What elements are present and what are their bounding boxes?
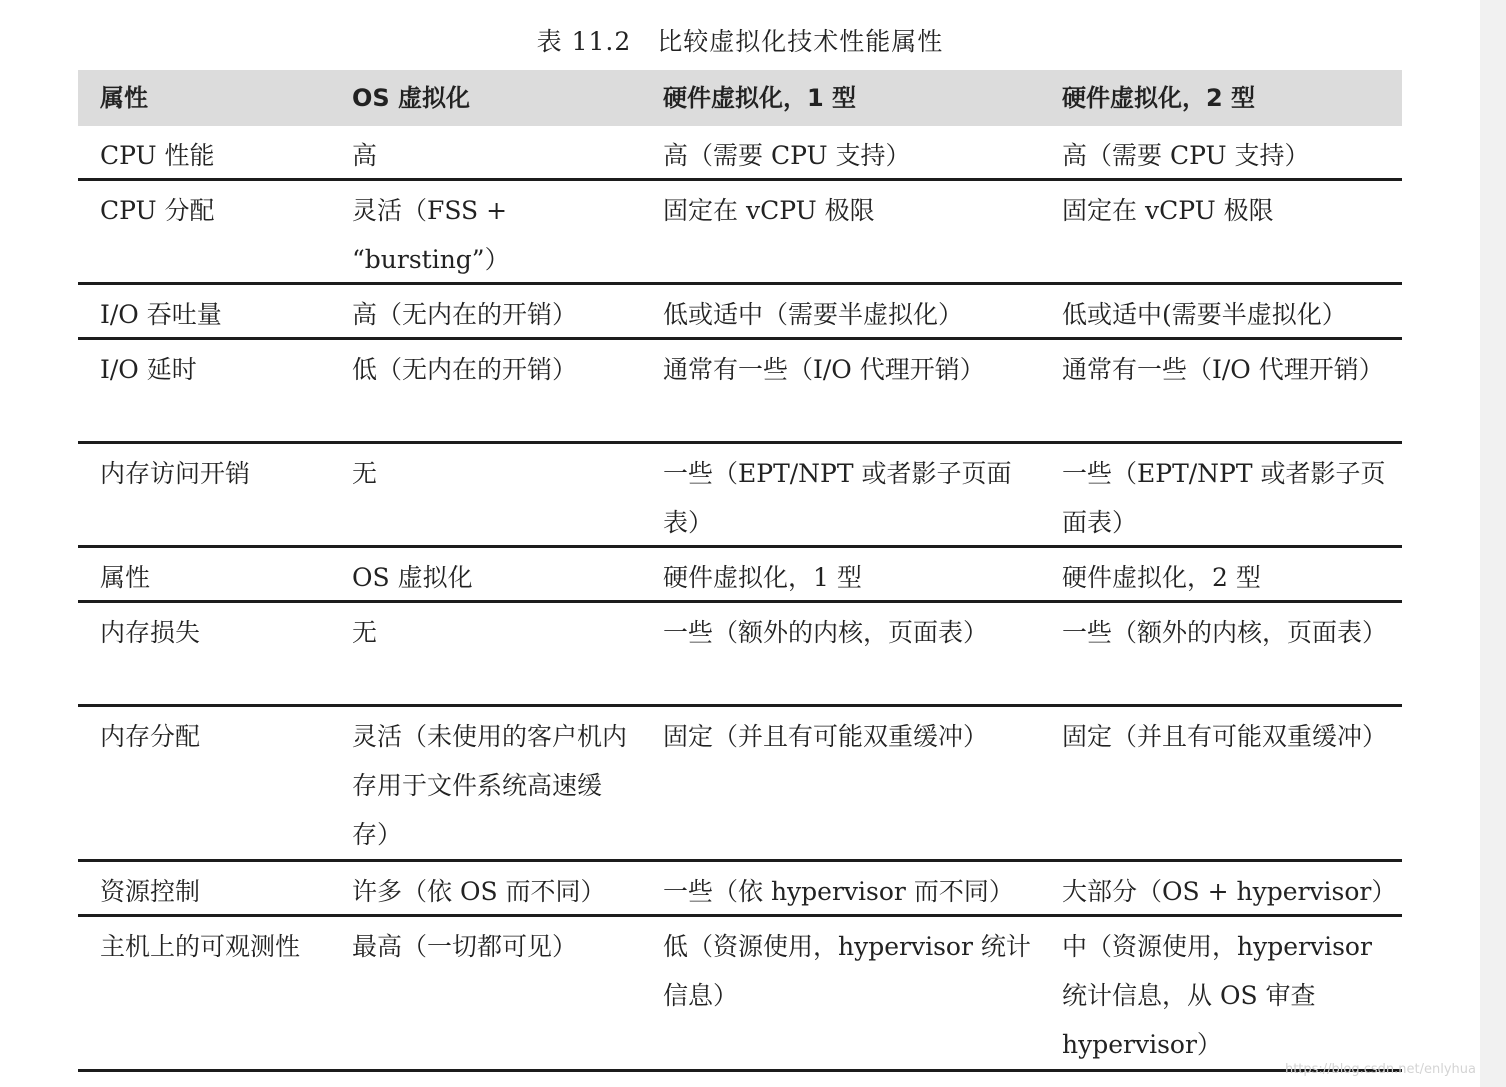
table-cell: 高（需要 CPU 支持） xyxy=(663,141,911,170)
header-cell: 属性 xyxy=(100,84,148,112)
table-cell: 无 xyxy=(352,459,378,488)
table-caption xyxy=(0,22,1480,58)
table-cell: 无 xyxy=(352,618,378,647)
table-cell: 固定（并且有可能双重缓冲） xyxy=(1062,722,1388,751)
table-cell: 许多（依 OS 而不同） xyxy=(352,877,606,906)
table-row xyxy=(78,126,1402,181)
table-row xyxy=(78,548,1402,603)
table-cell: 一些（EPT/NPT 或者影子页面表） xyxy=(1062,459,1386,537)
table-cell: CPU 性能 xyxy=(100,141,215,170)
page-right-gutter xyxy=(1480,0,1506,1087)
header-cell: 硬件虚拟化，2 型 xyxy=(1062,84,1256,112)
table-row xyxy=(78,181,1402,285)
table-cell: 最高（一切都可见） xyxy=(352,932,578,961)
table-cell: CPU 分配 xyxy=(100,196,215,225)
table-cell: 一些（额外的内核，页面表） xyxy=(663,618,989,647)
table-cell: 一些（EPT/NPT 或者影子页面表） xyxy=(663,459,1012,537)
table-cell: 中（资源使用，hypervisor 统计信息，从 OS 审查 hypervisor） xyxy=(1062,932,1372,1059)
table-cell: 属性 xyxy=(100,563,151,592)
table-cell: 一些（额外的内核，页面表） xyxy=(1062,618,1388,647)
table-cell: I/O 延时 xyxy=(100,355,197,384)
table-row xyxy=(78,917,1402,1072)
table-cell: 高（需要 CPU 支持） xyxy=(1062,141,1310,170)
table-cell: 低（资源使用，hypervisor 统计信息） xyxy=(663,932,1031,1010)
header-cell: 硬件虚拟化，1 型 xyxy=(663,84,857,112)
table-cell: 固定（并且有可能双重缓冲） xyxy=(663,722,989,751)
table-cell: 硬件虚拟化，1 型 xyxy=(663,563,862,592)
table-cell: 高 xyxy=(352,141,378,170)
table-cell: 大部分（OS + hypervisor） xyxy=(1062,877,1397,906)
table-cell: 内存损失 xyxy=(100,618,201,647)
table-cell: 固定在 vCPU 极限 xyxy=(663,196,875,225)
table-row xyxy=(78,444,1402,548)
table-cell: 低或适中（需要半虚拟化） xyxy=(663,300,964,329)
table-row xyxy=(78,603,1402,707)
table-cell: 灵活（未使用的客户机内存用于文件系统高速缓存） xyxy=(352,722,628,849)
table-cell: 主机上的可观测性 xyxy=(100,932,301,961)
table-cell: 低（无内在的开销） xyxy=(352,355,578,384)
url-watermark: https://blog.csdn.net/enlyhua xyxy=(1284,1062,1476,1077)
table-cell: I/O 吞吐量 xyxy=(100,300,222,329)
table-cell: 内存分配 xyxy=(100,722,201,751)
comparison-table xyxy=(78,70,1402,1072)
table-row xyxy=(78,340,1402,444)
table-cell: 一些（依 hypervisor 而不同） xyxy=(663,877,1014,906)
table-cell: 通常有一些（I/O 代理开销） xyxy=(1062,355,1384,384)
table-cell: 硬件虚拟化，2 型 xyxy=(1062,563,1261,592)
table-cell: OS 虚拟化 xyxy=(352,563,473,592)
table-cell: 灵活（FSS + “bursting”） xyxy=(352,196,510,274)
table-cell: 通常有一些（I/O 代理开销） xyxy=(663,355,985,384)
table-cell: 固定在 vCPU 极限 xyxy=(1062,196,1274,225)
table-cell: 高（无内在的开销） xyxy=(352,300,578,329)
caption-title: 比较虚拟化技术性能属性 xyxy=(657,27,944,56)
table-cell: 资源控制 xyxy=(100,877,201,906)
table-cell: 低或适中(需要半虚拟化） xyxy=(1062,300,1347,329)
table-header-row xyxy=(78,70,1402,126)
header-cell: OS 虚拟化 xyxy=(352,84,471,112)
table-row xyxy=(78,707,1402,862)
table-cell: 内存访问开销 xyxy=(100,459,251,488)
table-row xyxy=(78,285,1402,340)
caption-number: 表 11.2 xyxy=(536,27,632,56)
table-row xyxy=(78,862,1402,917)
